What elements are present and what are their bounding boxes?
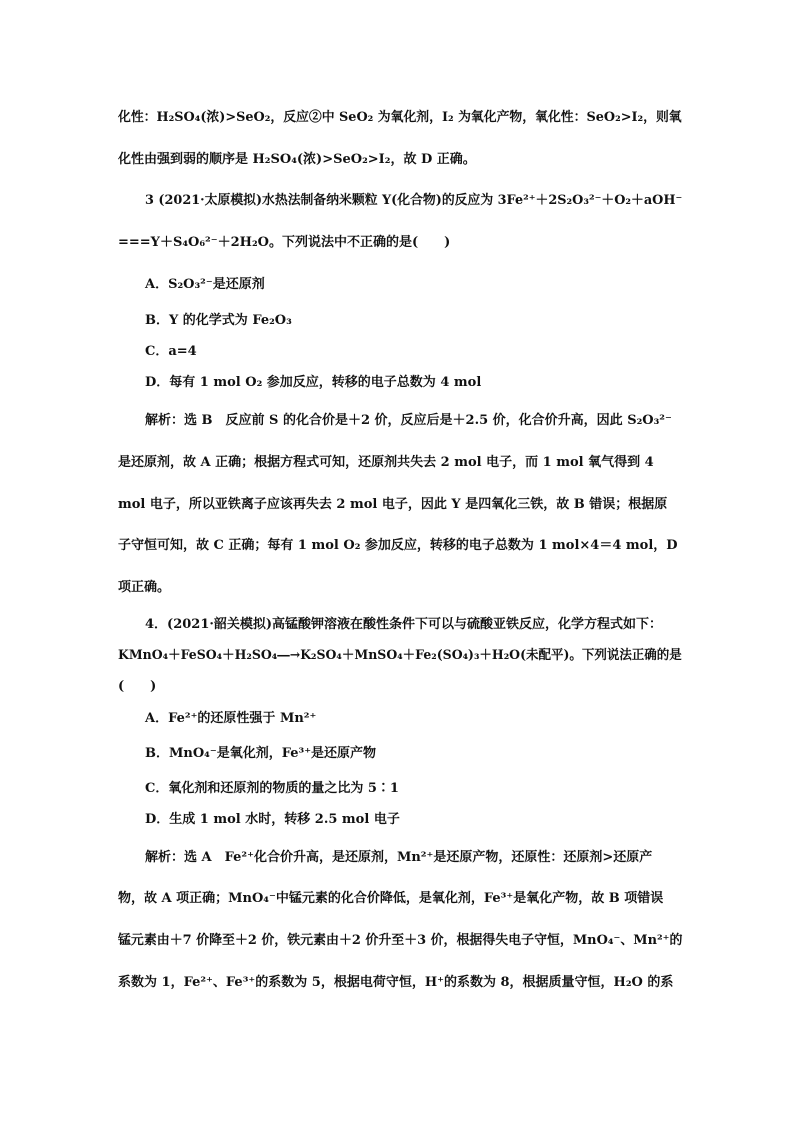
analysis-text: 子守恒可知，故 C 正确；每有 1 mol O₂ 参加反应，转移的电子总数为 1 mol×4＝4 mol，D [118,538,678,553]
analysis-text: 是还原剂，故 A 正确；根据方程式可知，还原剂共失去 2 mol 电子，而 1 mol 氧气得到 4 [118,455,654,470]
question-4-equation: KMnO₄＋FeSO₄＋H₂SO₄―→K₂SO₄＋MnSO₄＋Fe₂(SO₄)₃＋H₂O(未配平)。下列说法正确的是 [118,648,682,663]
question-4-stem: 4．(2021·韶关模拟)高锰酸钾溶液在酸性条件下可以与硫酸亚铁反应，化学方程式如下： [145,617,663,632]
question-4-stem: ( ) [118,679,157,694]
analysis-text: 系数为 1，Fe²⁺、Fe³⁺的系数为 5，根据电荷守恒，H⁺的系数为 8，根据质量守恒，H₂O 的系 [118,975,674,990]
option-a: A．Fe²⁺的还原性强于 Mn²⁺ [145,711,317,726]
text-line: 化性：H₂SO₄(浓)>SeO₂，反应②中 SeO₂ 为氧化剂，I₂ 为氧化产物，氧化性：SeO₂>I₂，则氧 [118,110,682,125]
analysis-text: mol 电子，所以亚铁离子应该再失去 2 mol 电子，因此 Y 是四氧化三铁，故 B 错误；根据原 [118,497,668,512]
analysis-text: 解析：选 B 反应前 S 的化合价是＋2 价，反应后是＋2.5 价，化合价升高，因此 S₂O₃²⁻ [145,413,672,428]
option-c: C．a=4 [145,344,197,359]
option-a: A．S₂O₃²⁻是还原剂 [145,277,265,292]
question-3-stem: ===Y＋S₄O₆²⁻＋2H₂O。下列说法中不正确的是( ) [118,235,451,250]
analysis-text: 项正确。 [118,580,171,595]
option-b: B．MnO₄⁻是氧化剂，Fe³⁺是还原产物 [145,746,377,761]
analysis-text: 解析：选 A Fe²⁺化合价升高，是还原剂，Mn²⁺是还原产物，还原性：还原剂>还原产 [145,850,653,865]
question-3-stem: 3 (2021·太原模拟)水热法制备纳米颗粒 Y(化合物)的反应为 3Fe²⁺＋2S₂O₃²⁻＋O₂＋aOH⁻ [145,193,683,208]
analysis-text: 物，故 A 项正确；MnO₄⁻中锰元素的化合价降低，是氧化剂，Fe³⁺是氧化产物，故 B 项错误 [118,891,664,906]
option-b: B．Y 的化学式为 Fe₂O₃ [145,313,292,328]
text-line: 化性由强到弱的顺序是 H₂SO₄(浓)>SeO₂>I₂，故 D 正确。 [118,152,476,167]
option-c: C．氧化剂和还原剂的物质的量之比为 5∶1 [145,781,399,796]
option-d: D．每有 1 mol O₂ 参加反应，转移的电子总数为 4 mol [145,375,482,390]
option-d: D．生成 1 mol 水时，转移 2.5 mol 电子 [145,812,400,827]
analysis-text: 锰元素由＋7 价降至＋2 价，铁元素由＋2 价升至＋3 价，根据得失电子守恒，MnO₄⁻、Mn²⁺的 [118,933,683,948]
